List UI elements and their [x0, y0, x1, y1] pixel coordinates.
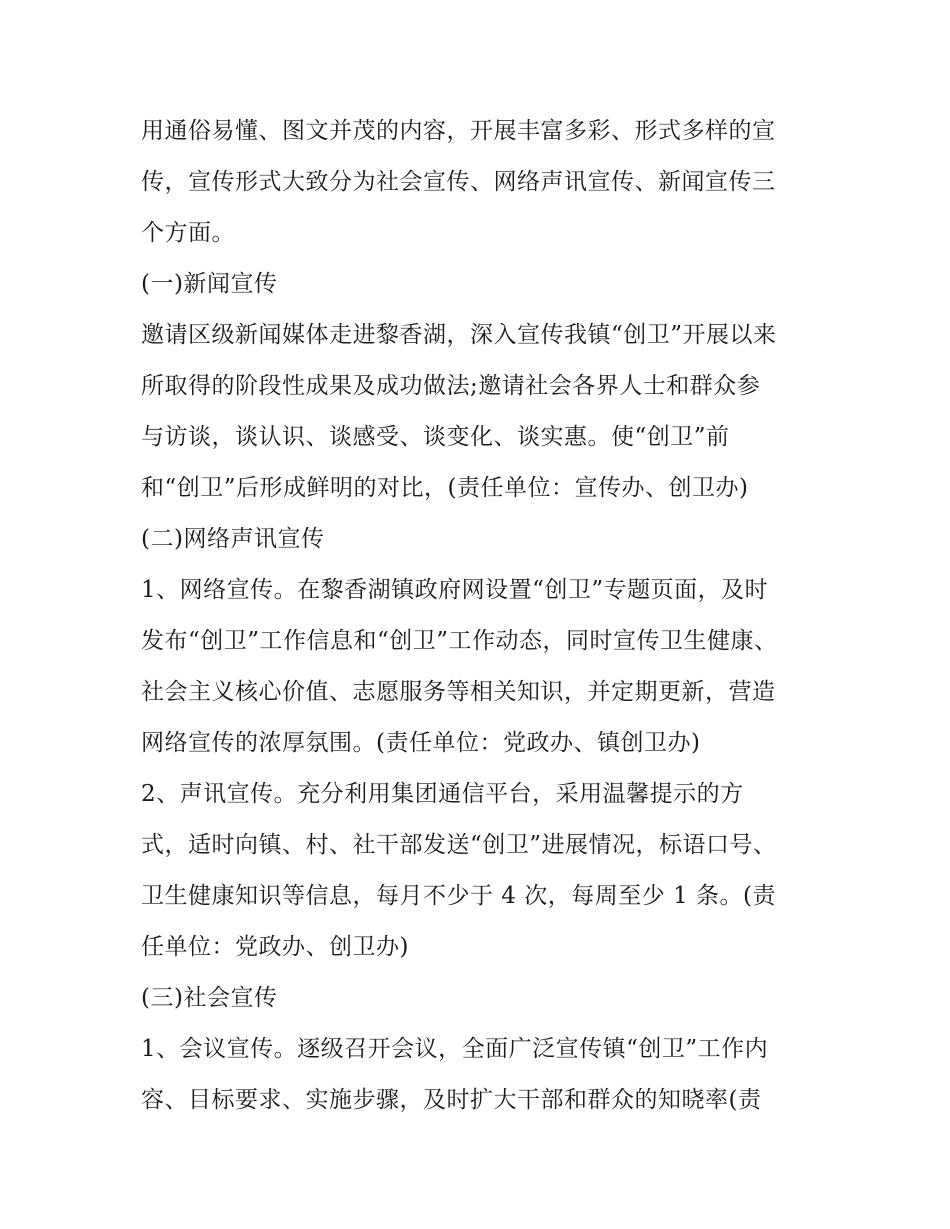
text-line-7: 与访谈，谈认识、谈感受、谈变化、谈实惠。使“创卫”前 [141, 424, 730, 450]
text-line-11: 发布“创卫”工作信息和“创卫”工作动态，同时宣传卫生健康、 [141, 628, 778, 654]
section-heading-network: (二)网络声讯宣传 [141, 526, 325, 552]
text-line-6: 所取得的阶段性成果及成功做法;邀请社会各界人士和群众参 [141, 373, 761, 399]
text-line-2: 传，宣传形式大致分为社会宣传、网络声讯宣传、新闻宣传三 [141, 169, 776, 195]
text-line-3: 个方面。 [141, 220, 235, 246]
text-line-14: 2、声讯宣传。充分利用集团通信平台，采用温馨提示的方 [141, 781, 744, 807]
section-heading-news: (一)新闻宣传 [141, 271, 278, 297]
text-line-10: 1、网络宣传。在黎香湖镇政府网设置“创卫”专题页面，及时 [141, 577, 769, 603]
text-line-5: 邀请区级新闻媒体走进黎香湖，深入宣传我镇“创卫”开展以来 [141, 322, 777, 348]
text-line-13: 网络宣传的浓厚氛围。(责任单位：党政办、镇创卫办) [141, 730, 701, 756]
document-body [141, 106, 821, 1126]
text-line-1: 用通俗易懂、图文并茂的内容，开展丰富多彩、形式多样的宣 [141, 118, 776, 144]
text-line-12: 社会主义核心价值、志愿服务等相关知识，并定期更新，营造 [141, 679, 776, 705]
text-line-8: 和“创卫”后形成鲜明的对比，(责任单位：宣传办、创卫办) [141, 475, 749, 501]
text-line-19: 1、会议宣传。逐级召开会议，全面广泛宣传镇“创卫”工作内 [141, 1036, 769, 1062]
text-line-20: 容、目标要求、实施步骤，及时扩大干部和群众的知晓率(责 [141, 1087, 762, 1113]
text-line-17: 任单位：党政办、创卫办) [141, 934, 409, 960]
text-line-15: 式，适时向镇、村、社干部发送“创卫”进展情况，标语口号、 [141, 832, 777, 858]
text-line-16: 卫生健康知识等信息，每月不少于 4 次，每周至少 1 条。(责 [141, 883, 776, 909]
section-heading-social: (三)社会宣传 [141, 985, 278, 1011]
